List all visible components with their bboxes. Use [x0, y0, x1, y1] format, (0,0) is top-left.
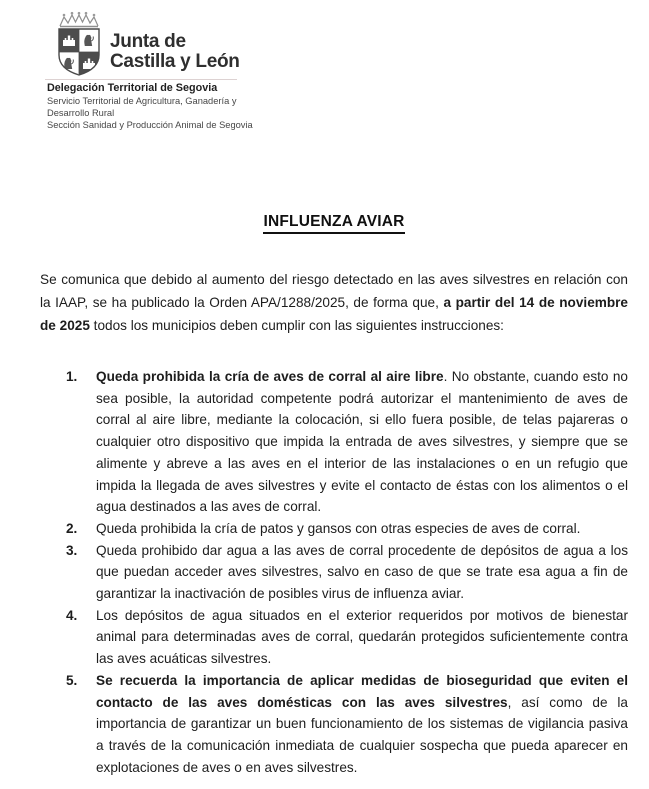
item-number: 3.: [66, 542, 78, 558]
item-text: Queda prohibido dar agua a las aves de corral procedente de depósitos de agua a los que puedan acceder aves silvestres, salvo en caso de que se trate esa agua a fin de garantizar la inactivación de posibles virus de influenza aviar.: [96, 542, 628, 602]
intro-text-bold: a partir del 14 de noviembre de 2025: [40, 295, 628, 333]
list-item-4: [40, 605, 628, 670]
department-block: [47, 82, 253, 131]
coat-of-arms-icon: [56, 10, 102, 83]
item-number: 4.: [66, 607, 78, 623]
document-title-wrap: [40, 213, 628, 234]
instructions-list: [40, 366, 628, 778]
service-line2: Desarrollo Rural: [47, 107, 115, 118]
letterhead-rule: [45, 79, 237, 80]
item-text-bold: Se recuerda la importancia de aplicar medidas de bioseguridad que eviten el contacto de las aves domésticas con las aves silvestres: [96, 672, 628, 710]
list-item-1: [40, 366, 628, 518]
org-name: [110, 32, 240, 72]
item-number: 5.: [66, 672, 78, 688]
intro-paragraph: [40, 268, 628, 337]
org-name-line2: Castilla y León: [110, 51, 240, 72]
intro-text: Se comunica que debido al aumento del riesgo detectado en las aves silvestres en relación con la IAAP, se ha publicado la Orden APA/1288/2025, de forma que,: [40, 272, 628, 310]
item-text: Queda prohibida la cría de patos y gansos con otras especies de aves de corral.: [96, 520, 581, 536]
list-item-2: [40, 518, 628, 540]
item-number: 2.: [66, 520, 78, 536]
org-name-line1: Junta de: [110, 31, 186, 52]
section-name: Sección Sanidad y Producción Animal de Segovia: [47, 119, 253, 130]
delegation-name: Delegación Territorial de Segovia: [47, 82, 218, 94]
item-number: 1.: [66, 369, 78, 384]
intro-text-end: todos los municipios deben cumplir con las siguientes instrucciones:: [89, 318, 504, 333]
list-item-5: [40, 670, 628, 779]
service-line1: Servicio Territorial de Agricultura, Ganadería y: [47, 96, 237, 106]
item-text-bold: Queda prohibida la cría de aves de corral al aire libre: [96, 369, 444, 384]
item-text: , así como de la importancia de garantizar un buen funcionamiento de los sistemas de vigilancia pasiva a través de la comunicación inmediata de cualquier sospecha que pueda aparecer en explotaciones de aves o en aves silvestres.: [96, 694, 628, 775]
item-text: Los depósitos de agua situados en el exterior requeridos por motivos de bienestar animal para determinadas aves de corral, quedarán protegidos suficientemente contra las aves acuáticas silvestres.: [96, 607, 628, 667]
list-item-3: [40, 540, 628, 605]
document-title: INFLUENZA AVIAR: [263, 213, 404, 234]
junta-castilla-leon-logo: [56, 10, 240, 83]
item-text: . No obstante, cuando esto no sea posible, la autoridad competente podrá autorizar el mantenimiento de aves de corral al aire libre, mediante la colocación, si ello fuera posible, de telas pajareras o cualquier otro dispositivo que impida la entrada de aves silvestres, y siempre que se alimente y abreve a las aves en el interior de las instalaciones o en un refugio que impida la llegada de aves silvestres y evite el contacto de éstas con los alimentos o el agua destinados a las aves de corral.: [96, 369, 628, 515]
